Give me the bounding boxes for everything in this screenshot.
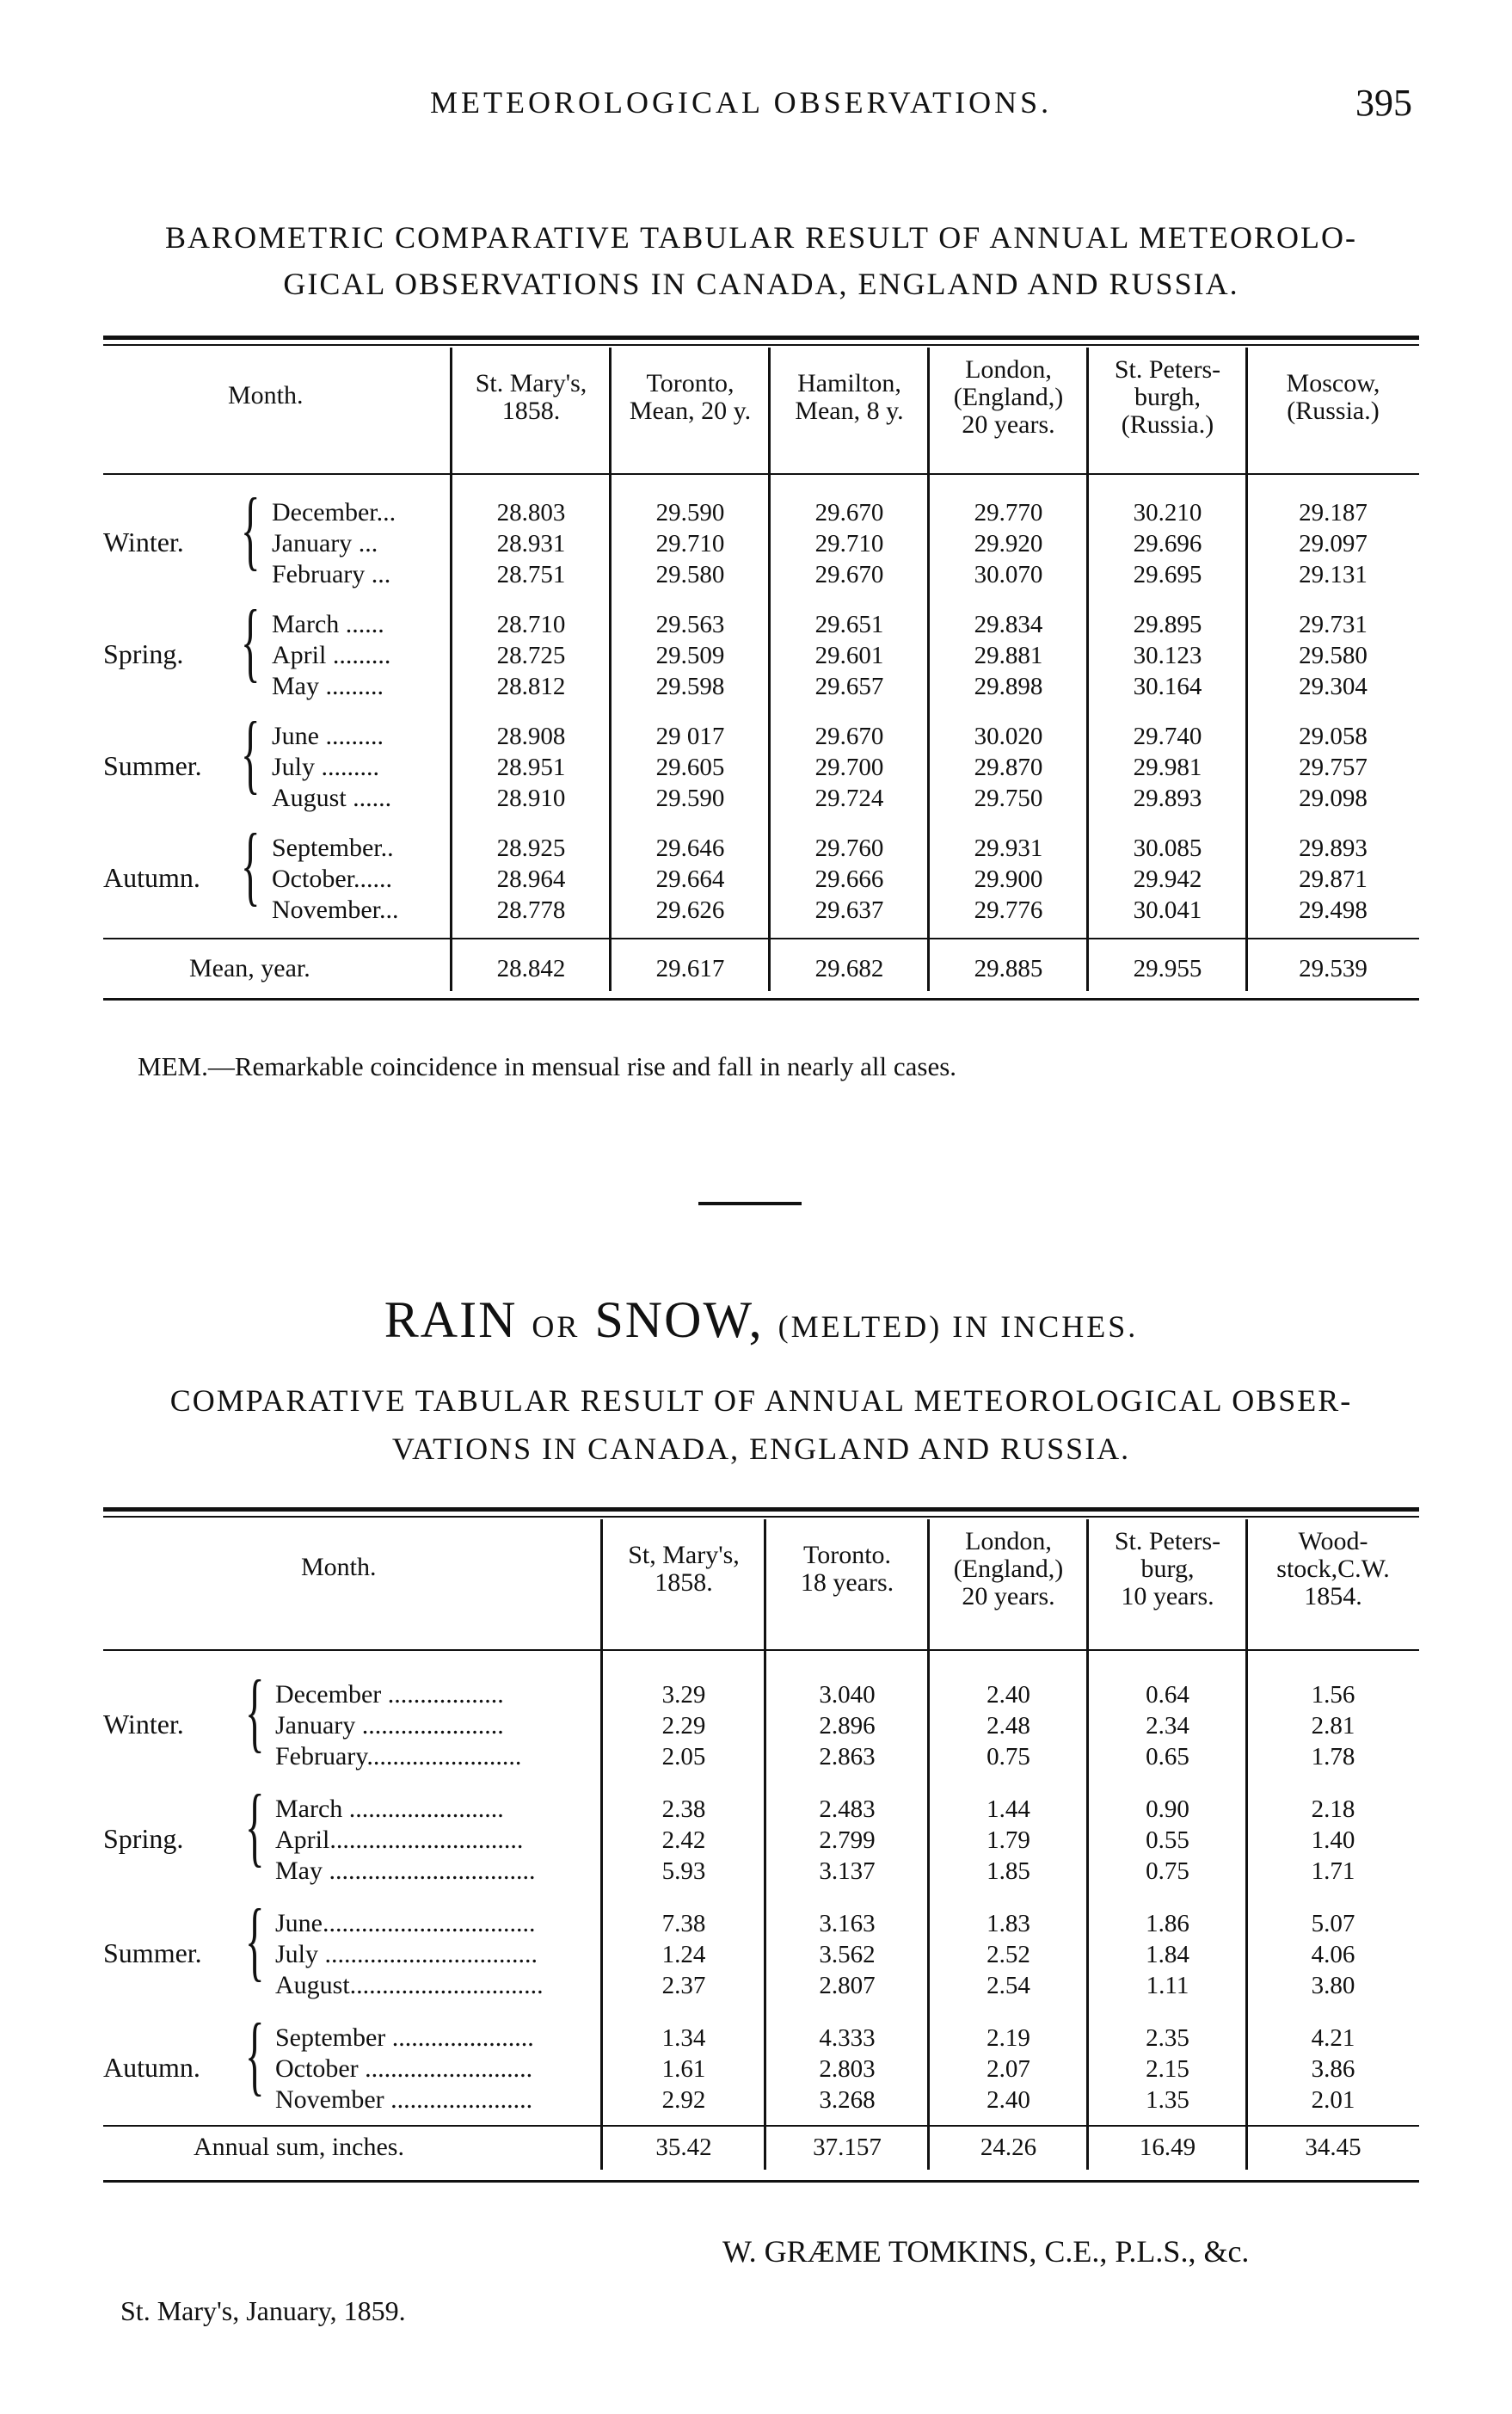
rain-title-rain: RAIN <box>384 1291 518 1348</box>
t1-column-header-line: Moscow, <box>1286 369 1380 397</box>
t2-month-label: December .................. <box>275 1680 504 1709</box>
t1-column-header-line: St. Mary's, <box>475 369 587 397</box>
t2-value-cell: 3.040 <box>819 1681 876 1709</box>
t1-value-cell: 30.020 <box>974 723 1043 750</box>
t2-brace: { <box>245 1777 265 1875</box>
t1-value-cell: 29.666 <box>814 865 884 893</box>
rainfall-table <box>103 1507 1419 2187</box>
t1-bottom-rule <box>103 998 1419 1001</box>
t1-summary-rule <box>103 938 1419 939</box>
t1-value-cell: 29.664 <box>655 865 725 893</box>
t1-value-cell: 29.498 <box>1299 896 1368 924</box>
t1-value-cell: 28.951 <box>496 754 566 781</box>
t1-column-header-line: Mean, 8 y. <box>795 397 904 425</box>
rain-title <box>103 1290 1419 1350</box>
t2-value-cell: 2.34 <box>1146 1712 1189 1740</box>
page-number: 395 <box>1355 82 1412 124</box>
t2-column-header-line: 1858. <box>655 1568 713 1597</box>
t2-value-cell: 2.54 <box>986 1972 1030 1999</box>
t2-value-cell: 0.90 <box>1146 1795 1189 1823</box>
t1-value-cell: 29.509 <box>655 642 725 669</box>
t1-value-cell: 29.670 <box>814 499 884 527</box>
t1-value-cell: 29.981 <box>1133 754 1202 781</box>
t1-value-cell: 29.695 <box>1133 561 1202 588</box>
t1-season-label: Autumn. <box>103 862 200 893</box>
rain-title-or: OR <box>532 1309 581 1344</box>
t1-value-cell: 29.757 <box>1299 754 1368 781</box>
barometric-table <box>103 336 1419 1007</box>
t1-column-header-line: St. Peters- <box>1114 355 1221 384</box>
t1-value-cell: 29.920 <box>974 530 1043 557</box>
t2-column-header <box>929 1528 1088 1610</box>
t1-value-cell: 29.870 <box>974 754 1043 781</box>
t2-month-label: January ...................... <box>275 1711 504 1740</box>
t1-value-cell: 29.881 <box>974 642 1043 669</box>
t2-value-cell: 5.93 <box>661 1857 706 1885</box>
t2-summary-value: 37.157 <box>813 2134 882 2161</box>
t2-value-cell: 3.137 <box>819 1857 876 1885</box>
t2-value-cell: 3.562 <box>819 1941 876 1968</box>
t1-month-label: March ...... <box>272 610 384 638</box>
t2-value-cell: 5.07 <box>1311 1910 1355 1937</box>
t2-month-label: November ...................... <box>275 2085 533 2114</box>
t1-month-label: June ......... <box>272 722 384 750</box>
t1-value-cell: 29.097 <box>1299 530 1368 557</box>
t2-value-cell: 2.863 <box>819 1743 876 1770</box>
t1-value-cell: 29.871 <box>1299 865 1368 893</box>
t2-column-header <box>765 1542 929 1597</box>
t1-column-header-line: London, <box>965 355 1052 384</box>
t1-month-label: April ......... <box>272 641 391 669</box>
t2-month-label: March ........................ <box>275 1795 504 1823</box>
t2-column-header-line: stock,C.W. <box>1276 1555 1390 1583</box>
t1-value-cell: 29.131 <box>1299 561 1368 588</box>
t1-column-header-line: burgh, <box>1134 383 1201 411</box>
t2-value-cell: 2.29 <box>661 1712 706 1740</box>
t2-value-cell: 2.37 <box>661 1972 706 1999</box>
t1-value-cell: 29.700 <box>814 754 884 781</box>
t2-month-label: April.............................. <box>275 1826 524 1854</box>
t1-value-cell: 29.942 <box>1133 865 1202 893</box>
t1-summary-value: 29.617 <box>655 955 725 982</box>
t1-month-label: November... <box>272 896 399 924</box>
t2-summary-value: 34.45 <box>1305 2134 1361 2161</box>
t2-month-label: July ................................. <box>275 1940 538 1968</box>
t2-value-cell: 2.52 <box>986 1941 1030 1968</box>
t1-column-header <box>1088 356 1247 439</box>
t1-month-label: May ......... <box>272 672 384 700</box>
t1-value-cell: 29.670 <box>814 561 884 588</box>
t2-value-cell: 2.38 <box>661 1795 706 1823</box>
t2-summary-value: 16.49 <box>1139 2134 1196 2161</box>
t2-value-cell: 1.79 <box>986 1826 1030 1854</box>
t2-value-cell: 1.40 <box>1311 1826 1355 1854</box>
t2-value-cell: 1.85 <box>986 1857 1030 1885</box>
t1-top-rule <box>103 336 1419 340</box>
t2-value-cell: 3.268 <box>819 2086 876 2114</box>
t2-column-header <box>602 1542 765 1597</box>
t2-month-label: October .......................... <box>275 2054 533 2083</box>
t2-value-cell: 3.29 <box>661 1681 706 1709</box>
t2-summary-label: Annual sum, inches. <box>194 2133 404 2161</box>
t2-column-header-line: 10 years. <box>1121 1582 1214 1610</box>
t2-column-header-line: St, Mary's, <box>628 1541 740 1569</box>
t2-value-cell: 0.64 <box>1146 1681 1189 1709</box>
t1-summary-label: Mean, year. <box>189 954 310 982</box>
t2-summary-value: 24.26 <box>980 2134 1037 2161</box>
t2-bottom-rule <box>103 2180 1419 2183</box>
t2-column-header-line: Toronto. <box>802 1541 892 1569</box>
t2-header-rule <box>103 1649 1419 1651</box>
t2-month-label: February........................ <box>275 1742 522 1770</box>
t2-summary-rule <box>103 2125 1419 2127</box>
t2-month-label: May ................................ <box>275 1857 536 1885</box>
t2-value-cell: 2.42 <box>661 1826 706 1854</box>
t1-value-cell: 29.710 <box>655 530 725 557</box>
t2-value-cell: 1.35 <box>1146 2086 1189 2114</box>
table2-title-line2: VATIONS IN CANADA, ENGLAND AND RUSSIA. <box>391 1432 1131 1466</box>
t1-summary-value: 29.539 <box>1299 955 1368 982</box>
t1-month-label: October...... <box>272 865 392 893</box>
t2-month-header: Month. <box>301 1553 377 1581</box>
t2-summary-value: 35.42 <box>655 2134 712 2161</box>
t1-month-label: August ...... <box>272 784 392 812</box>
t2-value-cell: 2.07 <box>986 2055 1030 2083</box>
t1-summary-value: 29.682 <box>814 955 884 982</box>
t1-value-cell: 29.637 <box>814 896 884 924</box>
t1-month-label: January ... <box>272 529 378 557</box>
t1-brace: { <box>241 816 261 914</box>
t1-value-cell: 29.187 <box>1299 499 1368 527</box>
t1-value-cell: 29.776 <box>974 896 1043 924</box>
t2-value-cell: 2.81 <box>1311 1712 1355 1740</box>
t1-value-cell: 29.696 <box>1133 530 1202 557</box>
t2-value-cell: 2.807 <box>819 1972 876 1999</box>
t2-value-cell: 1.78 <box>1311 1743 1355 1770</box>
t1-column-header <box>1247 370 1419 425</box>
t1-column-header-line: (England,) <box>953 383 1064 411</box>
t2-value-cell: 0.75 <box>986 1743 1030 1770</box>
t1-value-cell: 29.598 <box>655 673 725 700</box>
t2-value-cell: 2.896 <box>819 1712 876 1740</box>
t2-season-label: Spring. <box>103 1823 184 1854</box>
t1-column-header-line: (Russia.) <box>1287 397 1380 425</box>
t2-value-cell: 2.40 <box>986 1681 1030 1709</box>
t1-value-cell: 29.760 <box>814 834 884 862</box>
t1-value-cell: 28.931 <box>496 530 566 557</box>
t1-season-label: Summer. <box>103 750 202 781</box>
t1-value-cell: 30.164 <box>1133 673 1202 700</box>
t2-value-cell: 2.40 <box>986 2086 1030 2114</box>
t1-value-cell: 30.210 <box>1133 499 1202 527</box>
t2-value-cell: 2.05 <box>661 1743 706 1770</box>
t1-header-rule <box>103 473 1419 475</box>
t1-value-cell: 29.750 <box>974 785 1043 812</box>
section-separator <box>698 1202 802 1205</box>
t1-value-cell: 29.651 <box>814 611 884 638</box>
t1-value-cell: 29.580 <box>655 561 725 588</box>
table1-title-line1: BAROMETRIC COMPARATIVE TABULAR RESULT OF ANNUAL METEOROLO- <box>165 220 1357 255</box>
t1-column-header <box>452 370 611 425</box>
t1-value-cell: 29.563 <box>655 611 725 638</box>
t1-value-cell: 28.778 <box>496 896 566 924</box>
t2-value-cell: 3.163 <box>819 1910 876 1937</box>
t1-value-cell: 29.710 <box>814 530 884 557</box>
t1-summary-value: 28.842 <box>496 955 566 982</box>
t1-value-cell: 29.605 <box>655 754 725 781</box>
t2-value-cell: 1.56 <box>1311 1681 1355 1709</box>
t2-season-label: Winter. <box>103 1709 184 1740</box>
t1-brace: { <box>241 480 261 579</box>
t1-summary-value: 29.955 <box>1133 955 1202 982</box>
t1-value-cell: 29.898 <box>974 673 1043 700</box>
t2-value-cell: 2.483 <box>819 1795 876 1823</box>
t2-value-cell: 2.803 <box>819 2055 876 2083</box>
t1-value-cell: 28.908 <box>496 723 566 750</box>
t1-value-cell: 29.590 <box>655 499 725 527</box>
t1-value-cell: 29.834 <box>974 611 1043 638</box>
t1-value-cell: 29.893 <box>1299 834 1368 862</box>
t1-brace: { <box>241 592 261 691</box>
t2-value-cell: 2.799 <box>819 1826 876 1854</box>
t1-month-label: February ... <box>272 560 391 588</box>
t2-value-cell: 7.38 <box>661 1910 706 1937</box>
t2-column-header-line: 18 years. <box>800 1568 894 1597</box>
t2-value-cell: 0.75 <box>1146 1857 1189 1885</box>
t1-value-cell: 28.964 <box>496 865 566 893</box>
dateline: St. Mary's, January, 1859. <box>120 2295 406 2326</box>
t1-value-cell: 29.058 <box>1299 723 1368 750</box>
t2-value-cell: 1.24 <box>661 1941 706 1968</box>
t1-value-cell: 29.770 <box>974 499 1043 527</box>
t2-value-cell: 4.333 <box>819 2024 876 2052</box>
t2-value-cell: 2.15 <box>1146 2055 1189 2083</box>
t2-column-header-line: (England,) <box>953 1555 1064 1583</box>
t2-value-cell: 3.86 <box>1311 2055 1355 2083</box>
t1-column-header-line: Mean, 20 y. <box>629 397 752 425</box>
t2-value-cell: 1.44 <box>986 1795 1030 1823</box>
t2-value-cell: 1.71 <box>1311 1857 1355 1885</box>
t2-value-cell: 0.65 <box>1146 1743 1189 1770</box>
t2-month-label: August.............................. <box>275 1971 544 1999</box>
t1-value-cell: 29.670 <box>814 723 884 750</box>
t2-value-cell: 2.92 <box>661 2086 706 2114</box>
t2-column-header <box>1247 1528 1419 1610</box>
t1-value-cell: 29.304 <box>1299 673 1368 700</box>
t1-value-cell: 29.900 <box>974 865 1043 893</box>
t1-value-cell: 29.626 <box>655 896 725 924</box>
t1-value-cell: 28.910 <box>496 785 566 812</box>
t1-value-cell: 29.646 <box>655 834 725 862</box>
t2-top-rule <box>103 1507 1419 1512</box>
t2-value-cell: 2.01 <box>1311 2086 1355 2114</box>
t1-column-header-line: Hamilton, <box>797 369 901 397</box>
t2-value-cell: 1.11 <box>1146 1972 1189 1999</box>
t1-value-cell: 29.731 <box>1299 611 1368 638</box>
t1-value-cell: 29.893 <box>1133 785 1202 812</box>
t2-value-cell: 4.21 <box>1311 2024 1355 2052</box>
t1-value-cell: 28.803 <box>496 499 566 527</box>
t2-top-rule-thin <box>103 1516 1419 1518</box>
t2-value-cell: 1.61 <box>661 2055 706 2083</box>
t1-value-cell: 29.580 <box>1299 642 1368 669</box>
t2-column-header <box>1088 1528 1247 1610</box>
t2-column-header-line: Wood- <box>1298 1527 1368 1555</box>
t1-top-rule-thin <box>103 344 1419 346</box>
t1-value-cell: 29.601 <box>814 642 884 669</box>
t1-month-label: September.. <box>272 834 394 862</box>
t2-value-cell: 0.55 <box>1146 1826 1189 1854</box>
t2-brace: { <box>245 1662 265 1761</box>
t2-value-cell: 4.06 <box>1311 1941 1355 1968</box>
t1-value-cell: 29.740 <box>1133 723 1202 750</box>
t2-value-cell: 2.18 <box>1311 1795 1355 1823</box>
t2-brace: { <box>245 1891 265 1990</box>
t1-value-cell: 29.098 <box>1299 785 1368 812</box>
signature: W. GRÆME TOMKINS, C.E., P.L.S., &c. <box>722 2234 1250 2269</box>
table1-note: MEM.—Remarkable coincidence in mensual rise and fall in nearly all cases. <box>138 1051 957 1081</box>
t1-value-cell: 30.123 <box>1133 642 1202 669</box>
t1-column-header <box>770 370 929 425</box>
t2-value-cell: 1.86 <box>1146 1910 1189 1937</box>
t2-column-header-line: burg, <box>1140 1555 1195 1583</box>
t1-brace: { <box>241 704 261 803</box>
t1-summary-value: 29.885 <box>974 955 1043 982</box>
t2-brace: { <box>245 2005 265 2104</box>
t2-value-cell: 3.80 <box>1311 1972 1355 1999</box>
t1-value-cell: 29.931 <box>974 834 1043 862</box>
t1-value-cell: 29.895 <box>1133 611 1202 638</box>
t1-value-cell: 28.725 <box>496 642 566 669</box>
t1-column-header-line: Toronto, <box>646 369 734 397</box>
t2-season-label: Autumn. <box>103 2052 200 2083</box>
t2-month-label: September ...................... <box>275 2023 534 2052</box>
t1-value-cell: 28.925 <box>496 834 566 862</box>
t1-value-cell: 29.657 <box>814 673 884 700</box>
t1-value-cell: 28.710 <box>496 611 566 638</box>
t1-value-cell: 30.070 <box>974 561 1043 588</box>
t1-column-header-line: 1858. <box>501 397 561 425</box>
running-head: METEOROLOGICAL OBSERVATIONS. <box>430 85 1053 120</box>
t1-column-header <box>611 370 770 425</box>
t2-season-label: Summer. <box>103 1937 202 1968</box>
t1-season-label: Winter. <box>103 527 184 557</box>
t2-column-header-line: 1854. <box>1304 1582 1362 1610</box>
t1-column-header <box>929 356 1088 439</box>
t1-column-header-line: (Russia.) <box>1121 410 1214 439</box>
t1-column-header-line: 20 years. <box>962 410 1055 439</box>
t2-value-cell: 1.84 <box>1146 1941 1189 1968</box>
rain-title-snow: SNOW, <box>594 1291 764 1348</box>
t1-value-cell: 29 017 <box>655 723 725 750</box>
t2-value-cell: 2.48 <box>986 1712 1030 1740</box>
rain-title-rest: (MELTED) IN INCHES. <box>778 1309 1139 1344</box>
t1-month-label: December... <box>272 498 396 527</box>
t2-value-cell: 1.34 <box>661 2024 706 2052</box>
t1-value-cell: 28.812 <box>496 673 566 700</box>
t1-value-cell: 29.590 <box>655 785 725 812</box>
t1-month-label: July ......... <box>272 753 380 781</box>
table1-title-line2: GICAL OBSERVATIONS IN CANADA, ENGLAND AND RUSSIA. <box>283 267 1239 301</box>
t1-value-cell: 28.751 <box>496 561 566 588</box>
t2-value-cell: 2.35 <box>1146 2024 1189 2052</box>
t2-column-header-line: St. Peters- <box>1114 1527 1221 1555</box>
t1-season-label: Spring. <box>103 638 184 669</box>
t1-value-cell: 29.724 <box>814 785 884 812</box>
t2-column-header-line: London, <box>965 1527 1052 1555</box>
t1-value-cell: 30.085 <box>1133 834 1202 862</box>
table2-title-line1: COMPARATIVE TABULAR RESULT OF ANNUAL METEOROLOGICAL OBSER- <box>169 1383 1353 1418</box>
t2-value-cell: 1.83 <box>986 1910 1030 1937</box>
t1-value-cell: 30.041 <box>1133 896 1202 924</box>
t2-value-cell: 2.19 <box>986 2024 1030 2052</box>
t2-month-label: June................................. <box>275 1909 536 1937</box>
t2-column-header-line: 20 years. <box>962 1582 1055 1610</box>
t1-month-header: Month. <box>228 381 304 410</box>
